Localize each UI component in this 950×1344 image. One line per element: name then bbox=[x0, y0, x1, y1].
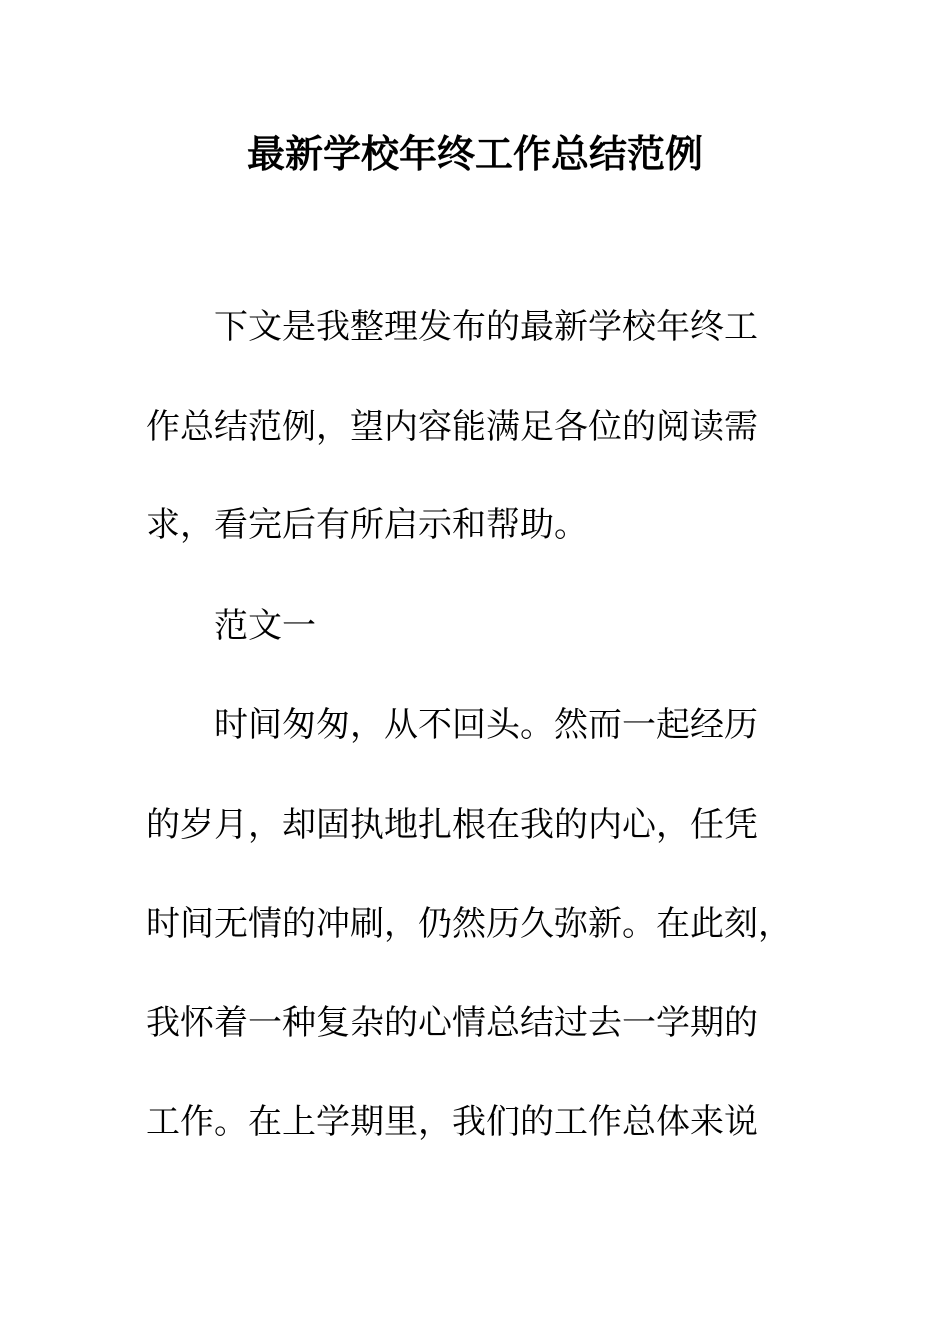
paragraph-line: 工作。在上学期里，我们的工作总体来说 bbox=[146, 1102, 758, 1142]
document-title: 最新学校年终工作总结范例 bbox=[246, 131, 703, 176]
paragraph-line: 作总结范例，望内容能满足各位的阅读需 bbox=[146, 407, 758, 447]
paragraph-line: 时间匆匆，从不回头。然而一起经历 bbox=[214, 705, 758, 745]
paragraph-line: 下文是我整理发布的最新学校年终工 bbox=[214, 307, 758, 347]
paragraph-line: 的岁月，却固执地扎根在我的内心，任凭 bbox=[146, 805, 758, 845]
paragraph-line: 我怀着一种复杂的心情总结过去一学期的 bbox=[146, 1003, 758, 1043]
paragraph-line: 求，看完后有所启示和帮助。 bbox=[146, 505, 588, 545]
section-heading: 范文一 bbox=[214, 606, 316, 646]
paragraph-line: 时间无情的冲刷，仍然历久弥新。在此刻， bbox=[146, 904, 792, 944]
